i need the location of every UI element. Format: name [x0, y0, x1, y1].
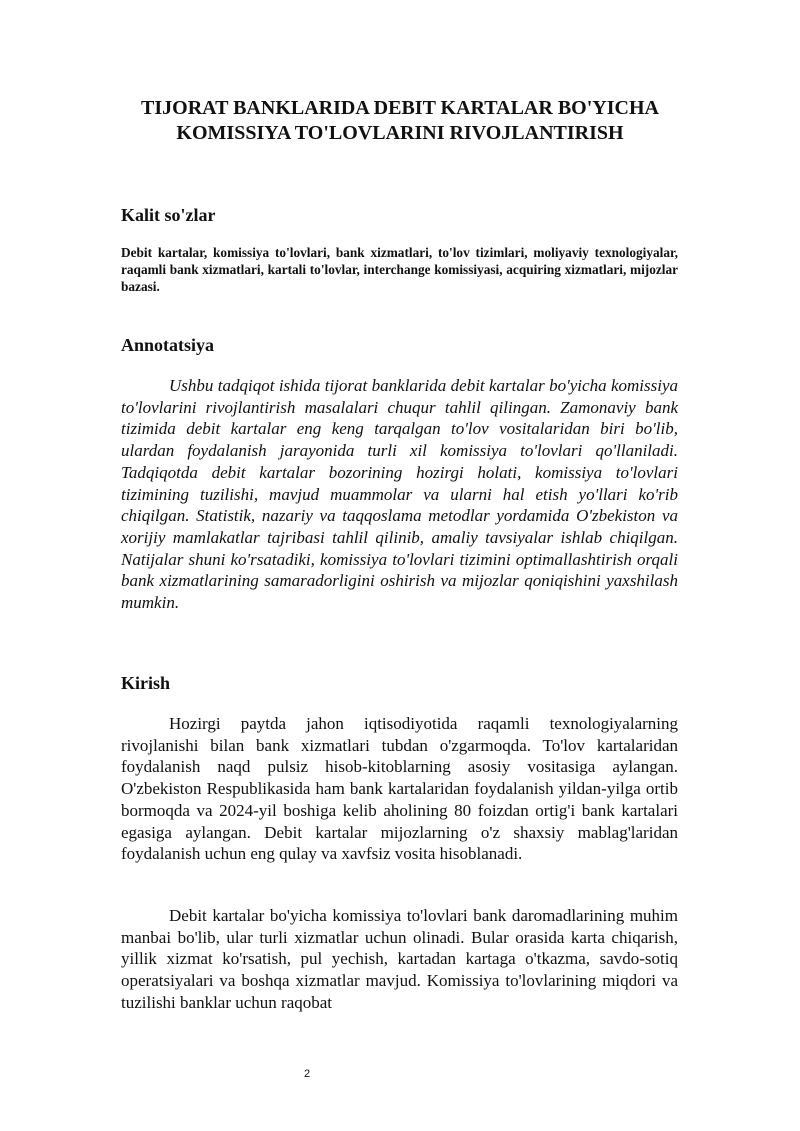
introduction-paragraph-1: Hozirgi paytda jahon iqtisodiyotida raqamli texnologiyalarning rivojlanishi bilan bank xizmatlari tubdan o'zgarmoqda. To'lov kartalaridan foydalanish naqd pulsiz hisob-kitoblarning asosiy vositasiga aylangan. O'zbekiston Respublikasida ham bank kartalaridan foydalanish yildan-yilga ortib bormoqda va 2024-yil boshiga kelib aholining 80 foizdan ortig'i bank kartalari egasiga aylangan. Debit kartalar mijozlarning o'z shaxsiy mablag'laridan foydalanish uchun eng qulay va xavfsiz vosita hisoblanadi.: [121, 714, 678, 864]
page-number: 2: [303, 1068, 311, 1080]
introduction-paragraph-2: Debit kartalar bo'yicha komissiya to'lovlari bank daromadlarining muhim manbai bo'lib, ular turli xizmatlar uchun olinadi. Bular orasida karta chiqarish, yillik xizmat ko'rsatish, pul yechish, kartadan kartaga o'tkazma, savdo-sotiq operatsiyalari va boshqa xizmatlar mavjud. Komissiya to'lovlarining miqdori va tuzilishi banklar uchun raqobat: [121, 906, 678, 1012]
abstract-paragraph: Ushbu tadqiqot ishida tijorat banklarida debit kartalar bo'yicha komissiya to'lovlarini rivojlantirish masalalari chuqur tahlil qilingan. Zamonaviy bank tizimida debit kartalar eng keng tarqalgan to'lov vositalaridan biri bo'lib, ulardan foydalanish jarayonida turli xil komissiya to'lovlari qo'llaniladi. Tadqiqotda debit kartalar bozorining hozirgi holati, komissiya to'lovlari tizimining tuzilishi, mavjud muammolar va ularni hal etish yo'llari ko'rib chiqilgan. Statistik, nazariy va taqqoslama metodlar yordamida O'zbekiston va xorijiy mamlakatlar tajribasi tahlil qilinib, amaliy tavsiyalar ishlab chiqilgan. Natijalar shuni ko'rsatadiki, komissiya to'lovlari tizimini optimallashtirish orqali bank xizmatlarining samaradorligini oshirish va mijozlar qoniqishini yaxshilash mumkin.: [121, 376, 678, 613]
keywords-heading: Kalit so'zlar: [121, 205, 216, 225]
keywords-text: Debit kartalar, komissiya to'lovlari, bank xizmatlari, to'lov tizimlari, moliyaviy texnologiyalar, raqamli bank xizmatlari, kartali to'lovlar, interchange komissiyasi, acquiring xizmatlari, mijozlar bazasi.: [121, 245, 678, 294]
introduction-heading: Kirish: [121, 673, 171, 693]
abstract-heading: Annotatsiya: [121, 335, 215, 355]
document-title: TIJORAT BANKLARIDA DEBIT KARTALAR BO'YICHA KOMISSIYA TO'LOVLARINI RIVOJLANTIRISH: [141, 97, 659, 144]
